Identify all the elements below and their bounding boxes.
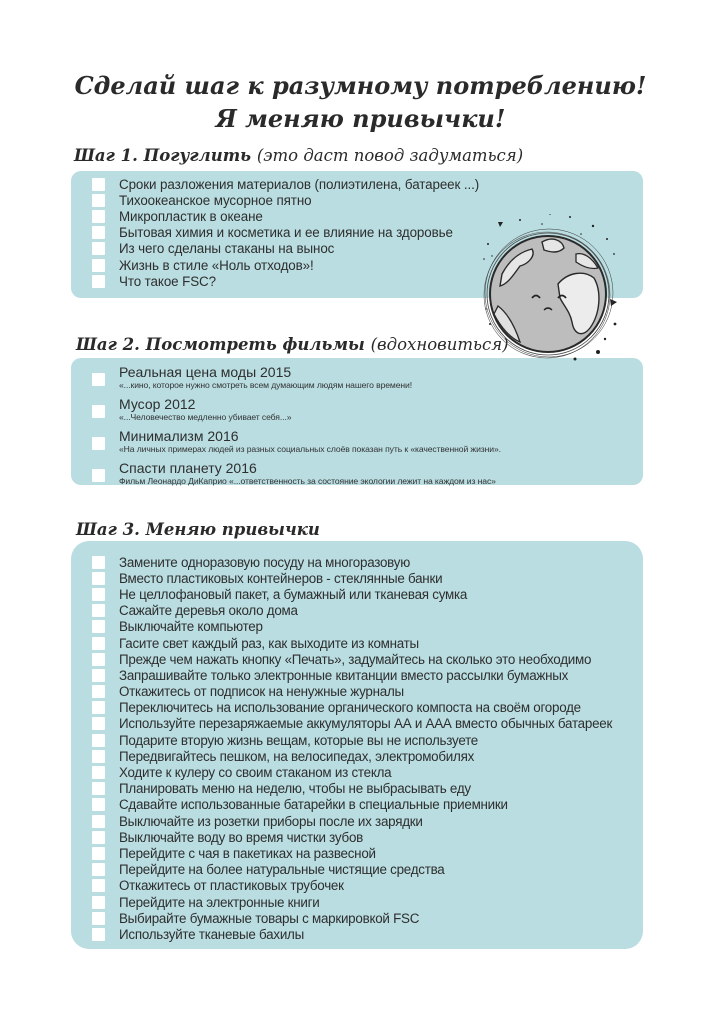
- step3-item: [92, 684, 612, 700]
- checkbox[interactable]: [92, 701, 105, 714]
- checkbox[interactable]: [92, 912, 105, 925]
- item-label: Перейдите с чая в пакетиках на развесной: [119, 845, 376, 861]
- item-label: Используйте тканевые бахилы: [119, 926, 304, 942]
- film-text: [119, 461, 496, 486]
- item-label: Сдавайте использованные батарейки в специальные приемники: [119, 797, 508, 813]
- page-title-line1: Сделай шаг к разумному потреблению!: [74, 71, 647, 100]
- step3-list: [92, 554, 612, 943]
- step3-item: [92, 926, 612, 942]
- checkbox[interactable]: [92, 437, 105, 450]
- item-label: Тихоокеанское мусорное пятно: [119, 192, 312, 208]
- item-label: Сажайте деревья около дома: [119, 603, 298, 619]
- step3-item: [92, 619, 612, 635]
- step3-heading-title: Шаг 3. Меняю привычки: [76, 520, 320, 539]
- item-label: Перейдите на электронные книги: [119, 894, 320, 910]
- checkbox[interactable]: [92, 620, 105, 633]
- checkbox[interactable]: [92, 604, 105, 617]
- checkbox[interactable]: [92, 588, 105, 601]
- film-title: Минимализм 2016: [119, 428, 239, 444]
- step1-item: [92, 192, 479, 208]
- page-title-line2: Я меняю привычки!: [215, 104, 506, 133]
- checkbox[interactable]: [92, 469, 105, 482]
- step1-heading-note: (это даст повод задуматься): [256, 146, 524, 165]
- step3-item: [92, 862, 612, 878]
- checkbox[interactable]: [92, 178, 105, 191]
- step2-heading: [76, 335, 509, 354]
- checkbox[interactable]: [92, 717, 105, 730]
- item-label: Бытовая химия и косметика и ее влияние на здоровье: [119, 225, 453, 241]
- film-text: [119, 429, 501, 454]
- item-label: Микропластик в океане: [119, 208, 263, 224]
- film-title: Мусор 2012: [119, 396, 196, 412]
- step3-item: [92, 603, 612, 619]
- checkbox[interactable]: [92, 194, 105, 207]
- item-label: Планировать меню на неделю, чтобы не выбрасывать еду: [119, 781, 471, 797]
- checkbox[interactable]: [92, 572, 105, 585]
- checkbox[interactable]: [92, 685, 105, 698]
- item-label: Откажитесь от подписок на ненужные журналы: [119, 684, 404, 700]
- step3-item: [92, 878, 612, 894]
- step3-item: [92, 554, 612, 570]
- film-title: Реальная цена моды 2015: [119, 364, 292, 380]
- item-label: Выбирайте бумажные товары с маркировкой FSC: [119, 910, 420, 926]
- film-text: [119, 365, 412, 390]
- step1-item: [92, 225, 479, 241]
- item-label: Сроки разложения материалов (полиэтилена, батареек ...): [119, 176, 480, 192]
- checkbox[interactable]: [92, 637, 105, 650]
- item-label: Замените одноразовую посуду на многоразовую: [119, 554, 410, 570]
- item-label: Прежде чем нажать кнопку «Печать», задумайтесь на сколько это необходимо: [119, 651, 592, 667]
- checkbox[interactable]: [92, 831, 105, 844]
- checkbox[interactable]: [92, 259, 105, 272]
- step3-item: [92, 635, 612, 651]
- checkbox[interactable]: [92, 373, 105, 386]
- checkbox[interactable]: [92, 556, 105, 569]
- step1-item: [92, 208, 479, 224]
- item-label: Выключайте воду во время чистки зубов: [119, 829, 364, 845]
- film-item: [92, 365, 501, 393]
- item-label: Ходите к кулеру со своим стаканом из стекла: [119, 765, 392, 781]
- film-item: [92, 397, 501, 425]
- checkbox[interactable]: [92, 896, 105, 909]
- earth-globe-icon: [480, 214, 620, 364]
- checkbox[interactable]: [92, 210, 105, 223]
- item-label: Переключитесь на использование органического компоста на своём огороде: [119, 700, 581, 716]
- checkbox[interactable]: [92, 275, 105, 288]
- item-label: Используйте перезаряжаемые аккумуляторы АА и ААА вместо обычных батареек: [119, 716, 613, 732]
- film-text: [119, 397, 291, 422]
- checkbox[interactable]: [92, 782, 105, 795]
- checkbox[interactable]: [92, 879, 105, 892]
- item-label: Вместо пластиковых контейнеров - стеклянные банки: [119, 570, 443, 586]
- checkbox[interactable]: [92, 847, 105, 860]
- step3-item: [92, 910, 612, 926]
- step3-item: [92, 667, 612, 683]
- film-note: «На личных примерах людей из разных социальных слоёв показан путь к «качественной жизни».: [119, 444, 501, 454]
- step3-item: [92, 813, 612, 829]
- film-note: «...Человечество медленно убивает себя...»: [119, 412, 292, 422]
- item-label: Что такое FSC?: [119, 273, 216, 289]
- item-label: Запрашивайте только электронные квитанции вместо рассылки бумажных: [119, 667, 569, 683]
- films-list: [92, 365, 501, 493]
- step1-item: [92, 241, 479, 257]
- step3-item: [92, 700, 612, 716]
- step3-item: [92, 570, 612, 586]
- checkbox[interactable]: [92, 226, 105, 239]
- step3-item: [92, 716, 612, 732]
- checkbox[interactable]: [92, 669, 105, 682]
- checkbox[interactable]: [92, 928, 105, 941]
- step3-item: [92, 797, 612, 813]
- step1-list: [92, 176, 479, 289]
- item-label: Не целлофановый пакет, а бумажный или тканевая сумка: [119, 586, 468, 602]
- step3-item: [92, 894, 612, 910]
- checkbox[interactable]: [92, 734, 105, 747]
- step3-item: [92, 845, 612, 861]
- film-note: «...кино, которое нужно смотреть всем думающим людям нашего времени!: [119, 380, 413, 390]
- step3-item: [92, 732, 612, 748]
- step3-item: [92, 829, 612, 845]
- step3-heading: [76, 520, 320, 539]
- checkbox[interactable]: [92, 653, 105, 666]
- item-label: Выключайте из розетки приборы после их зарядки: [119, 813, 423, 829]
- step3-panel: [71, 541, 643, 949]
- checkbox[interactable]: [92, 815, 105, 828]
- checkbox[interactable]: [92, 863, 105, 876]
- item-label: Из чего сделаны стаканы на вынос: [119, 241, 335, 257]
- item-label: Жизнь в стиле «Ноль отходов»!: [119, 257, 314, 273]
- step1-heading-title: Шаг 1. Погуглить: [74, 146, 252, 165]
- step3-item: [92, 748, 612, 764]
- step3-item: [92, 764, 612, 780]
- step2-heading-note: (вдохновиться): [370, 335, 509, 354]
- checkbox[interactable]: [92, 242, 105, 255]
- step3-item: [92, 781, 612, 797]
- item-label: Перейдите на более натуральные чистящие средства: [119, 862, 445, 878]
- checkbox[interactable]: [92, 766, 105, 779]
- film-item: [92, 461, 501, 489]
- step1-heading: [74, 146, 523, 165]
- film-item: [92, 429, 501, 457]
- step1-item: [92, 273, 479, 289]
- checkbox[interactable]: [92, 798, 105, 811]
- item-label: Выключайте компьютер: [119, 619, 263, 635]
- step2-heading-title: Шаг 2. Посмотреть фильмы: [76, 335, 365, 354]
- item-label: Гасите свет каждый раз, как выходите из комнаты: [119, 635, 419, 651]
- step1-item: [92, 257, 479, 273]
- step2-panel: [71, 358, 643, 485]
- item-label: Откажитесь от пластиковых трубочек: [119, 878, 344, 894]
- step1-item: [92, 176, 479, 192]
- film-title: Спасти планету 2016: [119, 460, 257, 476]
- item-label: Передвигайтесь пешком, на велосипедах, электромобилях: [119, 748, 475, 764]
- item-label: Подарите вторую жизнь вещам, которые вы не используете: [119, 732, 478, 748]
- film-note: Фильм Леонардо ДиКаприо «...ответственность за состояние экологии лежит на каждом из нас»: [119, 476, 496, 486]
- step3-item: [92, 586, 612, 602]
- step3-item: [92, 651, 612, 667]
- checkbox[interactable]: [92, 405, 105, 418]
- checkbox[interactable]: [92, 750, 105, 763]
